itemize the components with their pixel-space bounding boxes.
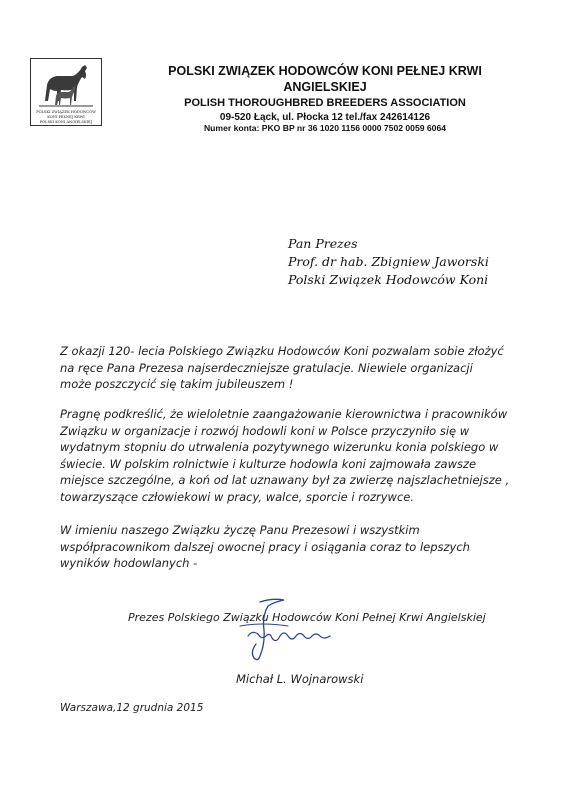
text-line: miejsce szczególne, a koń od lat uznawany był za zwierzę najszlachetniejsze , xyxy=(60,473,510,487)
place-and-date: Warszawa,12 grudnia 2015 xyxy=(60,702,204,714)
text-line: wyników hodowlanych - xyxy=(60,556,198,570)
association-logo xyxy=(30,58,102,126)
handwritten-signature xyxy=(232,596,342,666)
org-name-polish-line1: POLSKI ZWIĄZEK HODOWCÓW KONI PEŁNEJ KRWI xyxy=(168,64,482,78)
body-paragraph-1 xyxy=(60,343,540,393)
horses-logo-icon xyxy=(35,61,97,109)
logo-caption-2: KONI PEŁNEJ KRWI xyxy=(47,115,85,119)
recipient-organization: Polski Związek Hodowców Koni xyxy=(288,272,489,287)
signatory-name: Michał L. Wojnarowski xyxy=(236,672,364,686)
signatory-title: Prezes Polskiego Związku Hodowców Koni Pełnej Krwi Angielskiej xyxy=(128,611,486,624)
text-line: na ręce Pana Prezesa najserdeczniejsze gratulacje. Niewiele organizacji xyxy=(60,360,473,375)
recipient-salutation: Pan Prezes xyxy=(288,236,358,251)
logo-caption-3: POLSKI KONI ANGIELSKIEJ xyxy=(39,120,93,124)
text-line: towarzyszące człowiekowi w pracy, walce, sporcie i rozrywce. xyxy=(60,489,415,504)
logo-caption-1: POLSKI ZWIĄZEK HODOWCÓW xyxy=(36,110,96,114)
text-line: wydatnym stopniu do utrwalenia pozytywnego wizerunku konia polskiego w xyxy=(60,440,499,454)
text-line: W imieniu naszego Związku życzę Panu Prezesowi i wszystkim xyxy=(60,523,420,537)
text-line: Związku w organizacje i rozwój hodowli koni w Polsce przyczyniło się w xyxy=(60,423,470,438)
org-name-polish-line2: ANGIELSKIEJ xyxy=(283,80,367,94)
text-line: Pragnę podkreślić, że wieloletnie zaangażowanie kierownictwa i pracowników xyxy=(60,407,508,421)
text-line: może poszczycić się takim jubileuszem ! xyxy=(60,377,294,391)
recipient-name: Prof. dr hab. Zbigniew Jaworski xyxy=(288,254,489,269)
text-line: Z okazji 120- lecia Polskiego Związku Hodowców Koni pozwalam sobie złożyć xyxy=(60,344,504,358)
body-paragraph-3 xyxy=(60,522,540,572)
text-line: współpracownikom dalszej owocnej pracy i osiągania coraz to lepszych xyxy=(60,539,470,554)
org-bank-account: Numer konta: PKO BP nr 36 1020 1156 0000 7502 0059 6064 xyxy=(203,123,447,133)
body-paragraph-2 xyxy=(60,406,540,505)
org-name-english: POLISH THOROUGHBRED BREEDERS ASSOCIATION xyxy=(184,97,466,109)
text-line: świecie. W polskim rolnictwie i kulturze hodowla koni zajmowała zawsze xyxy=(60,456,477,471)
org-address: 09-520 Łąck, ul. Płocka 12 tel./fax 242614126 xyxy=(219,112,431,123)
